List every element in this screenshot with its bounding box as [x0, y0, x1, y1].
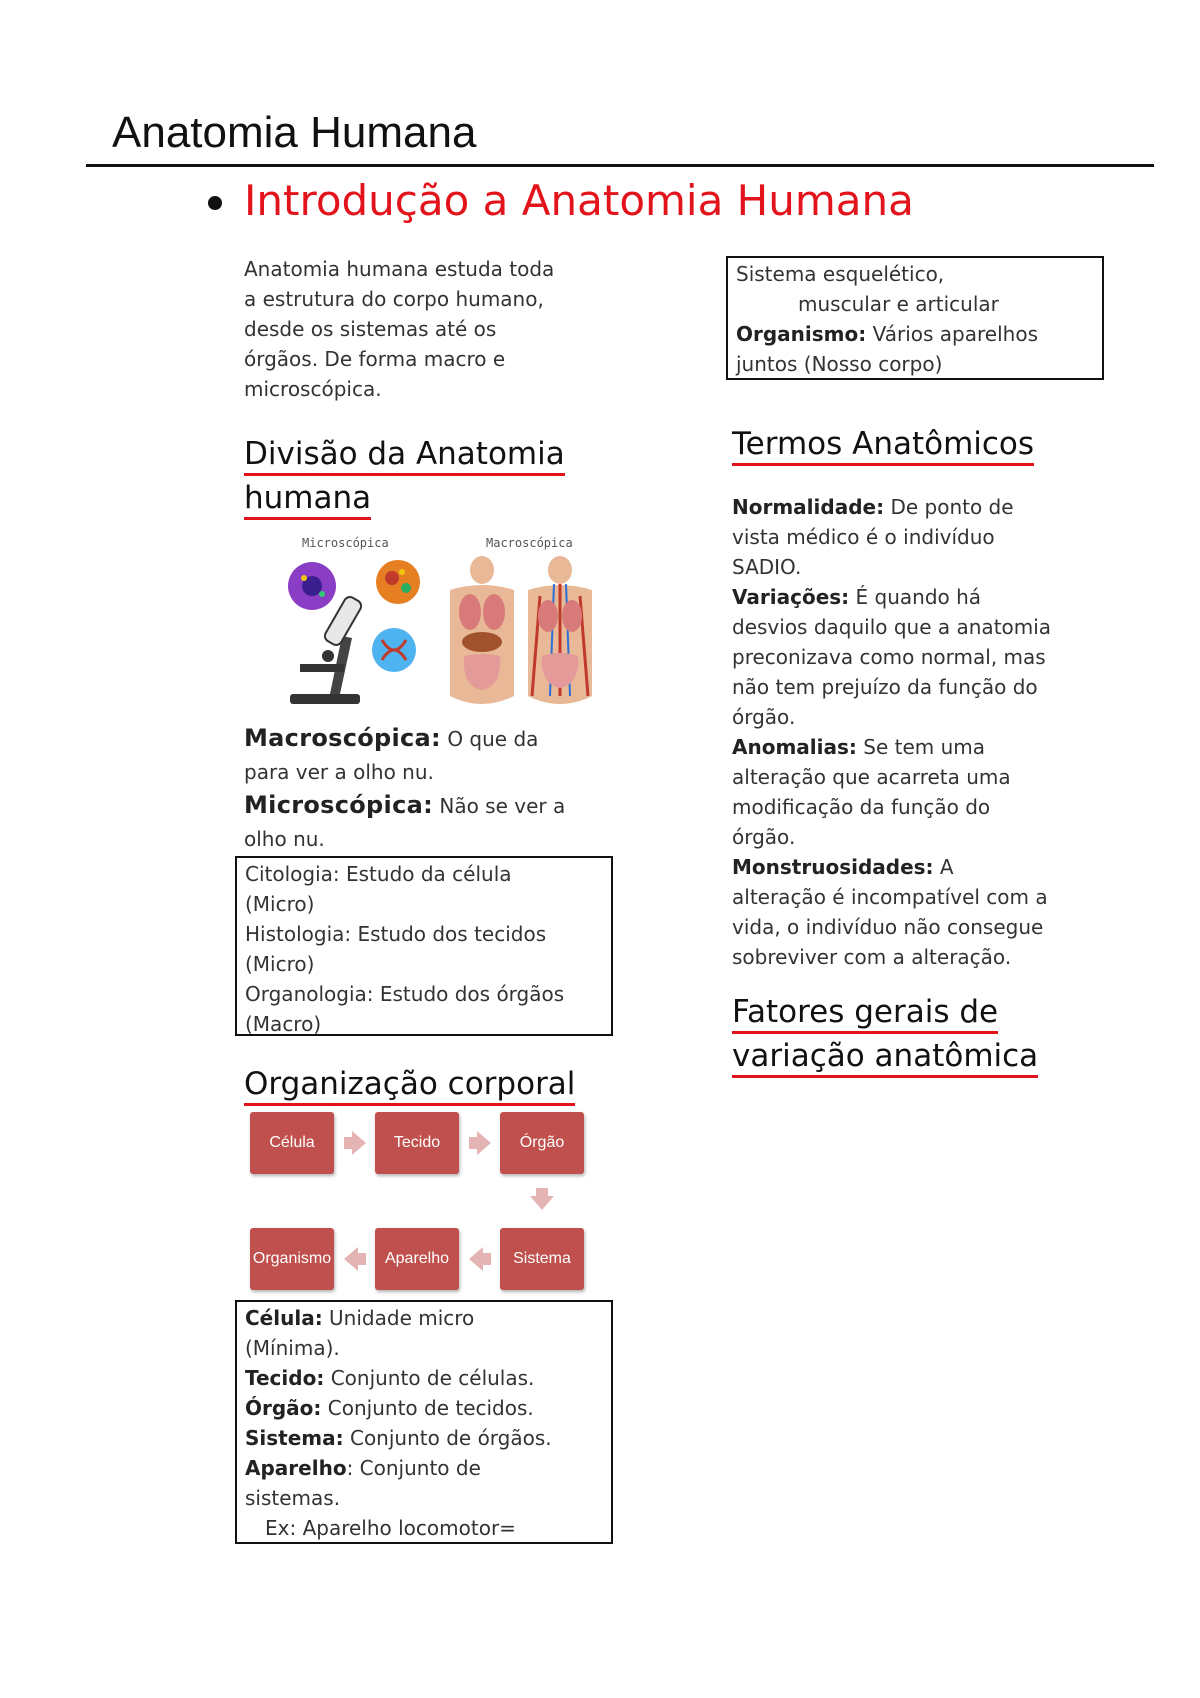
termos-line: vida, o indivíduo não consegue	[732, 915, 1044, 939]
intro-line: desde os sistemas até os	[244, 317, 497, 341]
cell-purple-icon	[288, 562, 336, 610]
micro-text: Não se ver a	[439, 794, 566, 818]
termos-line: SADIO.	[732, 555, 802, 579]
box-line: Histologia: Estudo dos tecidos	[245, 922, 547, 946]
termos-line: sobreviver com a alteração.	[732, 945, 1012, 969]
organization-flow	[240, 1112, 600, 1292]
macro-text-2: para ver a olho nu.	[244, 760, 434, 784]
caption-macro: Macroscópica	[486, 536, 573, 550]
flow-sistema: Sistema	[500, 1228, 584, 1290]
organizacao-heading-text: Organização corporal	[244, 1066, 575, 1106]
termos-line: desvios daquilo que a anatomia	[732, 615, 1052, 639]
termos-line: órgão.	[732, 705, 796, 729]
def-line: (Mínima).	[245, 1336, 340, 1360]
arrow-left-icon	[344, 1247, 366, 1271]
termos-line: modificação da função do	[732, 795, 991, 819]
termos-line: órgão.	[732, 825, 796, 849]
cell-orange-icon	[376, 560, 420, 604]
termos-line: alteração é incompatível com a	[732, 885, 1048, 909]
box-line: (Macro)	[245, 1012, 322, 1036]
illustration-svg	[270, 556, 610, 712]
intro-heading: Introdução a Anatomia Humana	[244, 176, 914, 225]
def-line: Sistema: Conjunto de órgãos.	[245, 1426, 552, 1450]
macro-label: Macroscópica:	[244, 724, 441, 752]
def-line: Ex: Aparelho locomotor=	[265, 1516, 516, 1540]
flow-organismo: Organismo	[250, 1228, 334, 1290]
anatomy-illustration	[270, 530, 610, 712]
right-box-line: Sistema esquelético,	[736, 262, 945, 286]
arrow-right-icon	[344, 1131, 366, 1155]
termos-line: preconizava como normal, mas	[732, 645, 1046, 669]
organizacao-heading	[244, 1062, 664, 1106]
intro-line: Anatomia humana estuda toda	[244, 257, 555, 281]
termos-line: não tem prejuízo da função do	[732, 675, 1038, 699]
macro-text: O que da	[447, 727, 539, 751]
termos-list	[732, 492, 1112, 972]
arrow-down-icon	[530, 1188, 554, 1210]
organismo-box	[726, 256, 1104, 380]
flow-orgao: Órgão	[500, 1112, 584, 1174]
termos-line: Monstruosidades: A	[732, 855, 954, 879]
caption-micro: Microscópica	[302, 536, 389, 550]
torso-organs-icon	[450, 556, 514, 704]
termos-heading-text: Termos Anatômicos	[732, 426, 1034, 466]
box-line: Organologia: Estudo dos órgãos	[245, 982, 565, 1006]
divisao-box	[235, 856, 613, 1036]
right-box-line: Organismo: Vários aparelhos	[736, 322, 1038, 346]
intro-line: microscópica.	[244, 377, 382, 401]
page-title: Anatomia Humana	[112, 108, 477, 157]
right-box-line: muscular e articular	[798, 292, 999, 316]
bullet-icon	[208, 196, 222, 210]
def-line: Órgão: Conjunto de tecidos.	[245, 1396, 534, 1420]
intro-text	[244, 254, 614, 404]
definitions-box	[235, 1300, 613, 1544]
termos-line: Normalidade: De ponto de	[732, 495, 1014, 519]
right-box-line: juntos (Nosso corpo)	[736, 352, 943, 376]
fatores-heading-line2: variação anatômica	[732, 1038, 1038, 1078]
macro-micro-defs	[244, 722, 624, 856]
box-line: (Micro)	[245, 892, 315, 916]
divisao-heading-line2: humana	[244, 480, 371, 520]
flow-tecido: Tecido	[375, 1112, 459, 1174]
def-line: sistemas.	[245, 1486, 341, 1510]
intro-line: órgãos. De forma macro e	[244, 347, 506, 371]
box-line: (Micro)	[245, 952, 315, 976]
box-line: Citologia: Estudo da célula	[245, 862, 512, 886]
arrow-left-icon	[469, 1247, 491, 1271]
dna-cell-icon	[372, 628, 416, 672]
def-line: Célula: Unidade micro	[245, 1306, 475, 1330]
termos-line: Anomalias: Se tem uma	[732, 735, 986, 759]
termos-heading	[732, 422, 1152, 466]
def-line: Tecido: Conjunto de células.	[245, 1366, 535, 1390]
intro-line: a estrutura do corpo humano,	[244, 287, 544, 311]
title-divider	[86, 164, 1154, 167]
flow-aparelho: Aparelho	[375, 1228, 459, 1290]
termos-line: Variações: É quando há	[732, 585, 982, 609]
micro-label: Microscópica:	[244, 791, 433, 819]
divisao-heading-line1: Divisão da Anatomia	[244, 436, 565, 476]
fatores-heading	[732, 990, 1152, 1078]
micro-text-2: olho nu.	[244, 827, 325, 851]
fatores-heading-line1: Fatores gerais de	[732, 994, 998, 1034]
termos-line: alteração que acarreta uma	[732, 765, 1011, 789]
torso-vessels-icon	[528, 556, 592, 704]
termos-line: vista médico é o indivíduo	[732, 525, 995, 549]
def-line: Aparelho: Conjunto de	[245, 1456, 481, 1480]
arrow-right-icon	[469, 1131, 491, 1155]
divisao-heading	[244, 432, 614, 520]
flow-celula: Célula	[250, 1112, 334, 1174]
microscope-icon	[290, 595, 363, 704]
